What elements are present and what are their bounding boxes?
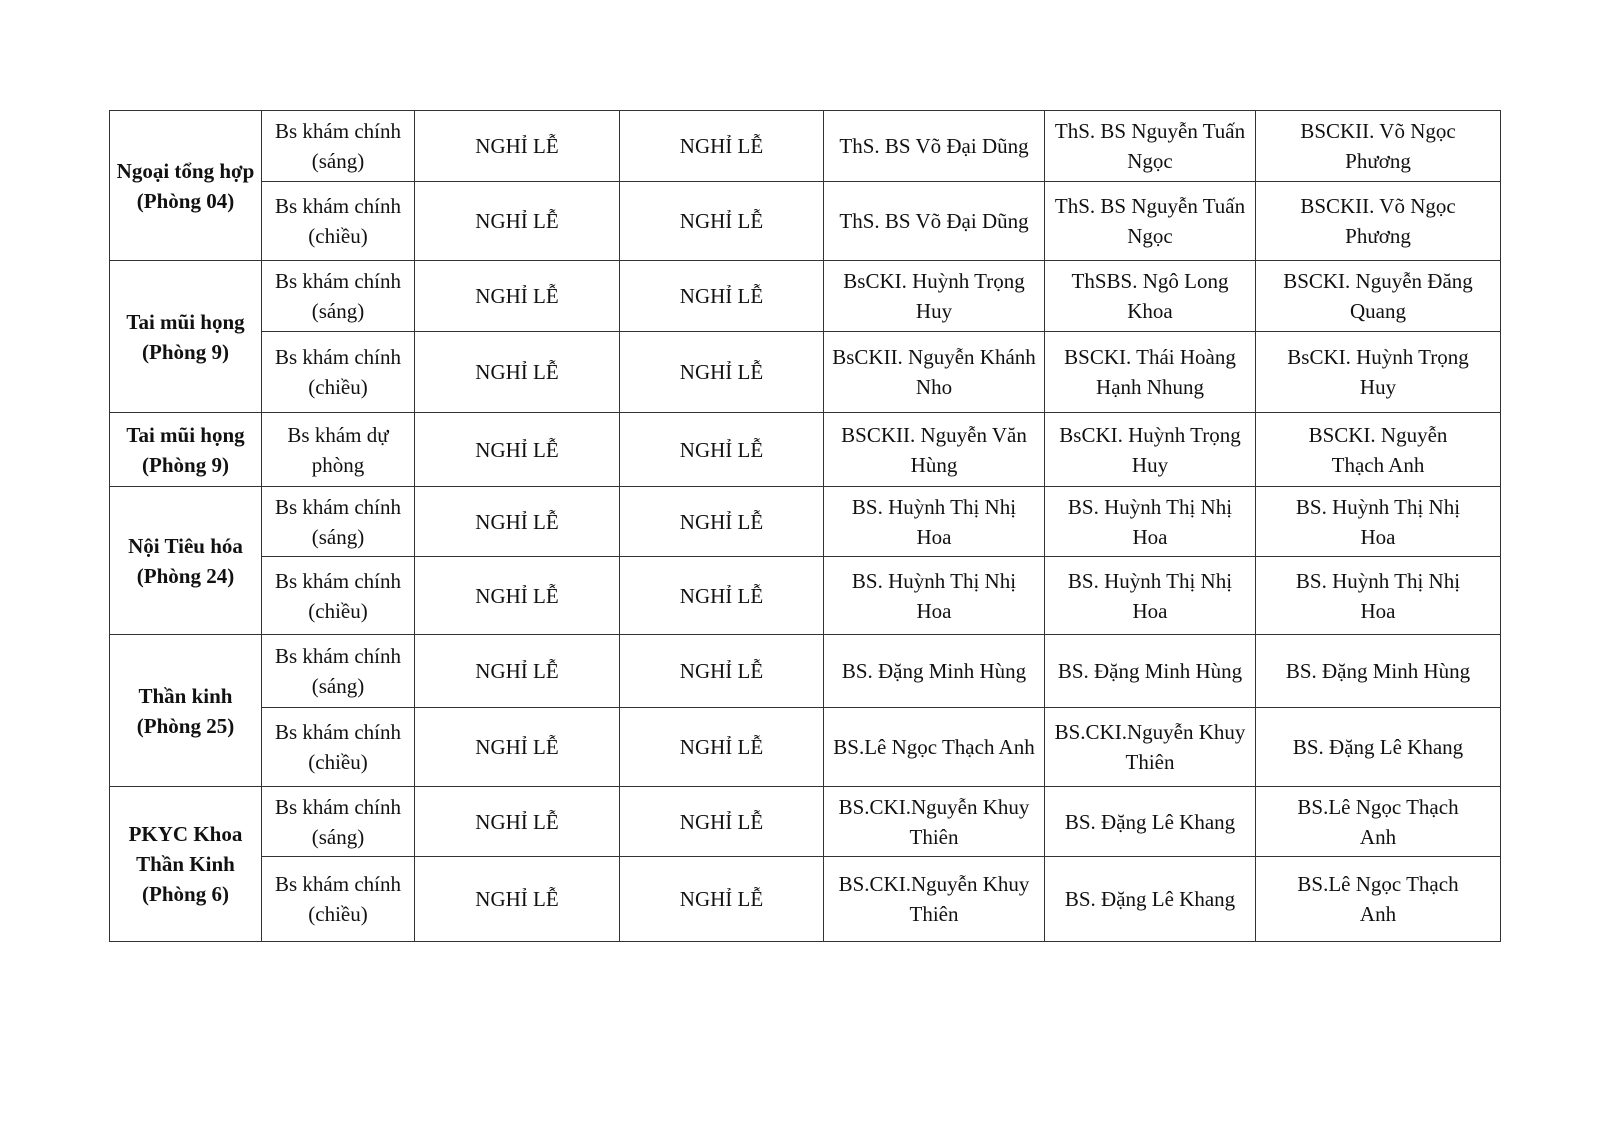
table-row: [110, 708, 1501, 787]
doctor-cell: BS. Đặng Lê Khang: [1045, 857, 1256, 942]
doctor-cell: BS. Huỳnh Thị Nhị Hoa: [1256, 557, 1501, 635]
doctor-cell: BS. Huỳnh Thị Nhị Hoa: [824, 487, 1045, 557]
holiday-cell: NGHỈ LỄ: [415, 708, 620, 787]
table-row: [110, 557, 1501, 635]
role-cell: Bs khám chính (chiều): [262, 182, 415, 261]
role-cell: Bs khám chính (sáng): [262, 261, 415, 332]
holiday-cell: NGHỈ LỄ: [620, 487, 824, 557]
schedule-table: [109, 110, 1501, 942]
holiday-cell: NGHỈ LỄ: [620, 413, 824, 487]
doctor-cell: BS. Đặng Lê Khang: [1045, 787, 1256, 857]
role-cell: Bs khám dự phòng: [262, 413, 415, 487]
doctor-cell: ThS. BS Nguyễn Tuấn Ngọc: [1045, 111, 1256, 182]
schedule-body: [110, 111, 1501, 942]
holiday-cell: NGHỈ LỄ: [415, 557, 620, 635]
doctor-cell: BS. Huỳnh Thị Nhị Hoa: [824, 557, 1045, 635]
doctor-cell: BSCKI. Nguyễn Đăng Quang: [1256, 261, 1501, 332]
holiday-cell: NGHỈ LỄ: [620, 857, 824, 942]
role-cell: Bs khám chính (chiều): [262, 332, 415, 413]
holiday-cell: NGHỈ LỄ: [620, 787, 824, 857]
table-row: [110, 857, 1501, 942]
doctor-cell: BsCKI. Huỳnh Trọng Huy: [1045, 413, 1256, 487]
department-cell: Tai mũi họng (Phòng 9): [110, 261, 262, 413]
role-cell: Bs khám chính (chiều): [262, 708, 415, 787]
holiday-cell: NGHỈ LỄ: [620, 111, 824, 182]
role-cell: Bs khám chính (sáng): [262, 487, 415, 557]
table-row: [110, 261, 1501, 332]
table-row: [110, 111, 1501, 182]
holiday-cell: NGHỈ LỄ: [620, 261, 824, 332]
table-row: [110, 332, 1501, 413]
doctor-cell: BS. Đặng Minh Hùng: [1045, 635, 1256, 708]
holiday-cell: NGHỈ LỄ: [415, 635, 620, 708]
holiday-cell: NGHỈ LỄ: [415, 413, 620, 487]
doctor-cell: BS. Huỳnh Thị Nhị Hoa: [1045, 557, 1256, 635]
role-cell: Bs khám chính (sáng): [262, 635, 415, 708]
doctor-cell: BS.CKI.Nguyễn Khuy Thiên: [824, 857, 1045, 942]
doctor-cell: ThS. BS Võ Đại Dũng: [824, 111, 1045, 182]
holiday-cell: NGHỈ LỄ: [620, 708, 824, 787]
department-cell: Thần kinh (Phòng 25): [110, 635, 262, 787]
table-row: [110, 635, 1501, 708]
holiday-cell: NGHỈ LỄ: [415, 111, 620, 182]
doctor-cell: BS. Huỳnh Thị Nhị Hoa: [1045, 487, 1256, 557]
table-row: [110, 787, 1501, 857]
department-cell: Tai mũi họng (Phòng 9): [110, 413, 262, 487]
doctor-cell: BSCKII. Võ Ngọc Phương: [1256, 111, 1501, 182]
holiday-cell: NGHỈ LỄ: [620, 182, 824, 261]
department-cell: Ngoại tổng hợp (Phòng 04): [110, 111, 262, 261]
doctor-cell: BS.CKI.Nguyễn Khuy Thiên: [824, 787, 1045, 857]
holiday-cell: NGHỈ LỄ: [415, 332, 620, 413]
doctor-cell: BSCKII. Nguyễn Văn Hùng: [824, 413, 1045, 487]
role-cell: Bs khám chính (sáng): [262, 111, 415, 182]
doctor-cell: BSCKI. Nguyễn Thạch Anh: [1256, 413, 1501, 487]
holiday-cell: NGHỈ LỄ: [415, 182, 620, 261]
department-cell: Nội Tiêu hóa (Phòng 24): [110, 487, 262, 635]
doctor-cell: ThS. BS Võ Đại Dũng: [824, 182, 1045, 261]
doctor-cell: ThSBS. Ngô Long Khoa: [1045, 261, 1256, 332]
doctor-cell: BS.CKI.Nguyễn Khuy Thiên: [1045, 708, 1256, 787]
doctor-cell: BsCKII. Nguyễn Khánh Nho: [824, 332, 1045, 413]
doctor-cell: BS.Lê Ngọc Thạch Anh: [1256, 857, 1501, 942]
role-cell: Bs khám chính (chiều): [262, 857, 415, 942]
holiday-cell: NGHỈ LỄ: [415, 487, 620, 557]
department-cell: PKYC Khoa Thần Kinh (Phòng 6): [110, 787, 262, 942]
doctor-cell: BSCKII. Võ Ngọc Phương: [1256, 182, 1501, 261]
table-row: [110, 413, 1501, 487]
doctor-cell: BS. Huỳnh Thị Nhị Hoa: [1256, 487, 1501, 557]
role-cell: Bs khám chính (sáng): [262, 787, 415, 857]
role-cell: Bs khám chính (chiều): [262, 557, 415, 635]
doctor-cell: BS. Đặng Minh Hùng: [1256, 635, 1501, 708]
doctor-cell: BsCKI. Huỳnh Trọng Huy: [1256, 332, 1501, 413]
doctor-cell: BS.Lê Ngọc Thạch Anh: [1256, 787, 1501, 857]
holiday-cell: NGHỈ LỄ: [620, 332, 824, 413]
doctor-cell: BS. Đặng Lê Khang: [1256, 708, 1501, 787]
table-row: [110, 182, 1501, 261]
doctor-cell: BsCKI. Huỳnh Trọng Huy: [824, 261, 1045, 332]
holiday-cell: NGHỈ LỄ: [620, 557, 824, 635]
doctor-cell: ThS. BS Nguyễn Tuấn Ngọc: [1045, 182, 1256, 261]
holiday-cell: NGHỈ LỄ: [415, 261, 620, 332]
holiday-cell: NGHỈ LỄ: [620, 635, 824, 708]
doctor-cell: BSCKI. Thái Hoàng Hạnh Nhung: [1045, 332, 1256, 413]
table-row: [110, 487, 1501, 557]
holiday-cell: NGHỈ LỄ: [415, 857, 620, 942]
doctor-cell: BS. Đặng Minh Hùng: [824, 635, 1045, 708]
holiday-cell: NGHỈ LỄ: [415, 787, 620, 857]
doctor-cell: BS.Lê Ngọc Thạch Anh: [824, 708, 1045, 787]
